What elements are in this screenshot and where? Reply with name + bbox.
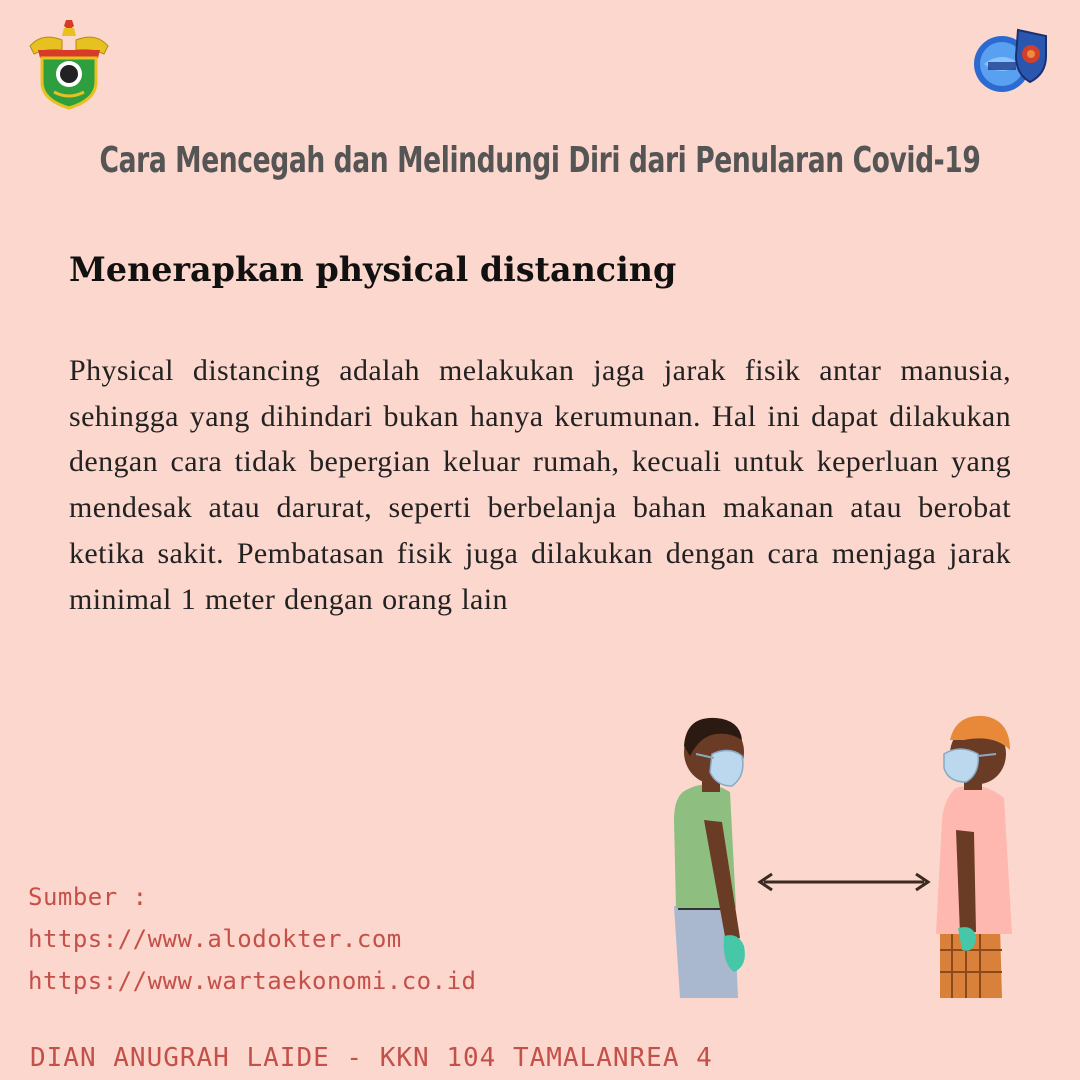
right-person-figure [936, 716, 1012, 998]
distance-arrow-icon [760, 874, 928, 890]
source-link[interactable]: https://www.wartaekonomi.co.id [28, 967, 477, 995]
university-emblem-icon [28, 18, 110, 110]
sources-label: Sumber : [28, 883, 148, 911]
page-title: Cara Mencegah dan Melindungi Diri dari Penularan Covid-19 [99, 140, 981, 181]
physical-distancing-people-illustration [660, 710, 1020, 1000]
kkn-inovasi-covid-badge-icon [972, 26, 1052, 94]
section-body-text: Physical distancing adalah melakukan jaga jarak fisik antar manusia, sehingga yang dihindari bukan hanya kerumunan. Hal ini dapat dilakukan dengan cara tidak bepergian keluar rumah, kecuali untuk keperluan yang mendesak atau darurat, seperti berbelanja bahan makanan atau berobat ketika sakit. Pembatasan fisik juga dilakukan dengan cara menjaga jarak minimal 1 meter dengan orang lain [69, 354, 1011, 616]
footer-credit: DIAN ANUGRAH LAIDE - KKN 104 TAMALANREA 4 [30, 1043, 713, 1073]
sources-block [28, 876, 476, 1002]
section-heading: Menerapkan physical distancing [69, 250, 677, 290]
left-person-figure [674, 718, 745, 998]
source-link[interactable]: https://www.alodokter.com [28, 925, 402, 953]
